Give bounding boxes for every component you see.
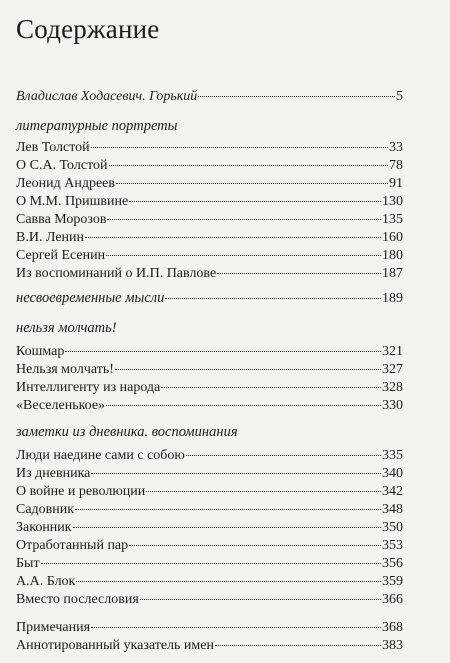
- toc-leader-dots: [129, 201, 381, 202]
- toc-entry[interactable]: [16, 157, 403, 174]
- toc-entry[interactable]: [16, 247, 403, 264]
- toc-leader-dots: [76, 581, 381, 582]
- toc-entry-label: Интеллигенту из народа: [16, 380, 161, 395]
- toc-leader-dots: [85, 237, 381, 238]
- toc-entry-label: Вместо послесловия: [16, 592, 139, 607]
- toc-entry-label: Примечания: [16, 620, 91, 635]
- toc-entry[interactable]: [16, 501, 403, 518]
- toc-entry-label: Леонид Андреев: [16, 176, 115, 191]
- toc-entry-label: Владислав Ходасевич. Горький: [16, 89, 198, 104]
- toc-entry-page: 335: [382, 448, 403, 463]
- toc-leader-dots: [217, 273, 381, 274]
- toc-entry-page: 189: [382, 291, 403, 306]
- toc-entry[interactable]: [16, 343, 403, 360]
- toc-entry[interactable]: [16, 397, 403, 414]
- toc-leader-dots: [91, 627, 381, 628]
- toc-entry[interactable]: [16, 139, 403, 156]
- toc-leader-dots: [140, 599, 381, 600]
- toc-entry[interactable]: [16, 265, 403, 282]
- toc-leader-dots: [215, 645, 381, 646]
- toc-leader-dots: [161, 387, 381, 388]
- toc-entry-label: В.И. Ленин: [16, 230, 85, 245]
- toc-entry-label: Отработанный пар: [16, 538, 129, 553]
- toc-entry-notes[interactable]: [16, 619, 403, 636]
- toc-entry[interactable]: [16, 483, 403, 500]
- toc-entry-label: О войне и революции: [16, 484, 146, 499]
- toc-entry[interactable]: [16, 573, 403, 590]
- section-heading-portraits: литературные портреты: [16, 118, 178, 134]
- toc-entry[interactable]: [16, 229, 403, 246]
- toc-entry-label: А.А. Блок: [16, 574, 76, 589]
- section-heading-diary-notes: заметки из дневника. воспоминания: [16, 424, 238, 440]
- toc-leader-dots: [91, 147, 388, 148]
- toc-entry-page: 350: [382, 520, 403, 535]
- toc-leader-dots: [115, 369, 381, 370]
- toc-leader-dots: [75, 509, 381, 510]
- toc-entry[interactable]: [16, 537, 403, 554]
- toc-entry-page: 340: [382, 466, 403, 481]
- toc-entry-label: Нельзя молчать!: [16, 362, 114, 377]
- toc-entry-page: 91: [389, 176, 403, 191]
- toc-entry[interactable]: [16, 447, 403, 464]
- toc-entry-page: 135: [382, 212, 403, 227]
- toc-leader-dots: [106, 405, 381, 406]
- toc-entry-page: 342: [382, 484, 403, 499]
- toc-entry[interactable]: [16, 555, 403, 572]
- page-title: Содержание: [16, 14, 160, 44]
- toc-entry-page: 33: [389, 140, 403, 155]
- toc-entry-page: 328: [382, 380, 403, 395]
- toc-entry-page: 327: [382, 362, 403, 377]
- toc-entry[interactable]: [16, 193, 403, 210]
- toc-leader-dots: [106, 255, 381, 256]
- toc-entry-label: Лев Толстой: [16, 140, 90, 155]
- toc-entry-page: 383: [382, 638, 403, 653]
- toc-entry-label: Савва Морозов: [16, 212, 107, 227]
- toc-entry-label: «Веселенькое»: [16, 398, 106, 413]
- toc-entry-label: Сергей Есенин: [16, 248, 106, 263]
- toc-entry-page: 348: [382, 502, 403, 517]
- toc-leader-dots: [146, 491, 381, 492]
- toc-leader-dots: [165, 298, 381, 299]
- toc-leader-dots: [91, 473, 381, 474]
- toc-entry-untimely-thoughts[interactable]: [16, 290, 403, 307]
- toc-entry-page: 160: [382, 230, 403, 245]
- toc-entry-label: О С.А. Толстой: [16, 158, 108, 173]
- toc-entry[interactable]: [16, 211, 403, 228]
- toc-entry-page: 366: [382, 592, 403, 607]
- toc-entry[interactable]: [16, 175, 403, 192]
- toc-entry-page: 368: [382, 620, 403, 635]
- toc-entry-page: 330: [382, 398, 403, 413]
- toc-entry-page: 353: [382, 538, 403, 553]
- toc-entry-page: 359: [382, 574, 403, 589]
- toc-leader-dots: [107, 219, 381, 220]
- toc-leader-dots: [109, 165, 389, 166]
- toc-leader-dots: [129, 545, 381, 546]
- toc-entry-page: 5: [396, 89, 403, 104]
- toc-entry[interactable]: [16, 379, 403, 396]
- toc-entry-name-index[interactable]: [16, 637, 403, 654]
- toc-entry[interactable]: [16, 519, 403, 536]
- toc-entry-label: Аннотированный указатель имен: [16, 638, 214, 653]
- toc-entry-page: 321: [382, 344, 403, 359]
- toc-entry-page: 356: [382, 556, 403, 571]
- toc-leader-dots: [73, 527, 381, 528]
- toc-entry-page: 78: [389, 158, 403, 173]
- toc-entry[interactable]: [16, 361, 403, 378]
- toc-entry-page: 187: [382, 266, 403, 281]
- toc-entry-label: О М.М. Пришвине: [16, 194, 129, 209]
- toc-entry-page: 130: [382, 194, 403, 209]
- section-heading-cannot-be-silent: нельзя молчать!: [16, 320, 117, 336]
- toc-entry-label: Кошмар: [16, 344, 65, 359]
- toc-entry-page: 180: [382, 248, 403, 263]
- toc-entry-label: Законник: [16, 520, 72, 535]
- toc-leader-dots: [41, 563, 381, 564]
- toc-entry-label: Из дневника: [16, 466, 91, 481]
- toc-entry-intro[interactable]: [16, 88, 403, 105]
- toc-entry[interactable]: [16, 591, 403, 608]
- toc-entry[interactable]: [16, 465, 403, 482]
- toc-entry-label: Из воспоминаний о И.П. Павлове: [16, 266, 217, 281]
- toc-entry-label: Садовник: [16, 502, 75, 517]
- toc-entry-label: Быт: [16, 556, 40, 571]
- toc-entry-label: Люди наедине сами с собою: [16, 448, 185, 463]
- toc-leader-dots: [65, 351, 381, 352]
- toc-leader-dots: [116, 183, 388, 184]
- toc-leader-dots: [186, 455, 381, 456]
- toc-leader-dots: [198, 96, 395, 97]
- section-heading-untimely-thoughts: несвоевременные мысли: [16, 290, 165, 306]
